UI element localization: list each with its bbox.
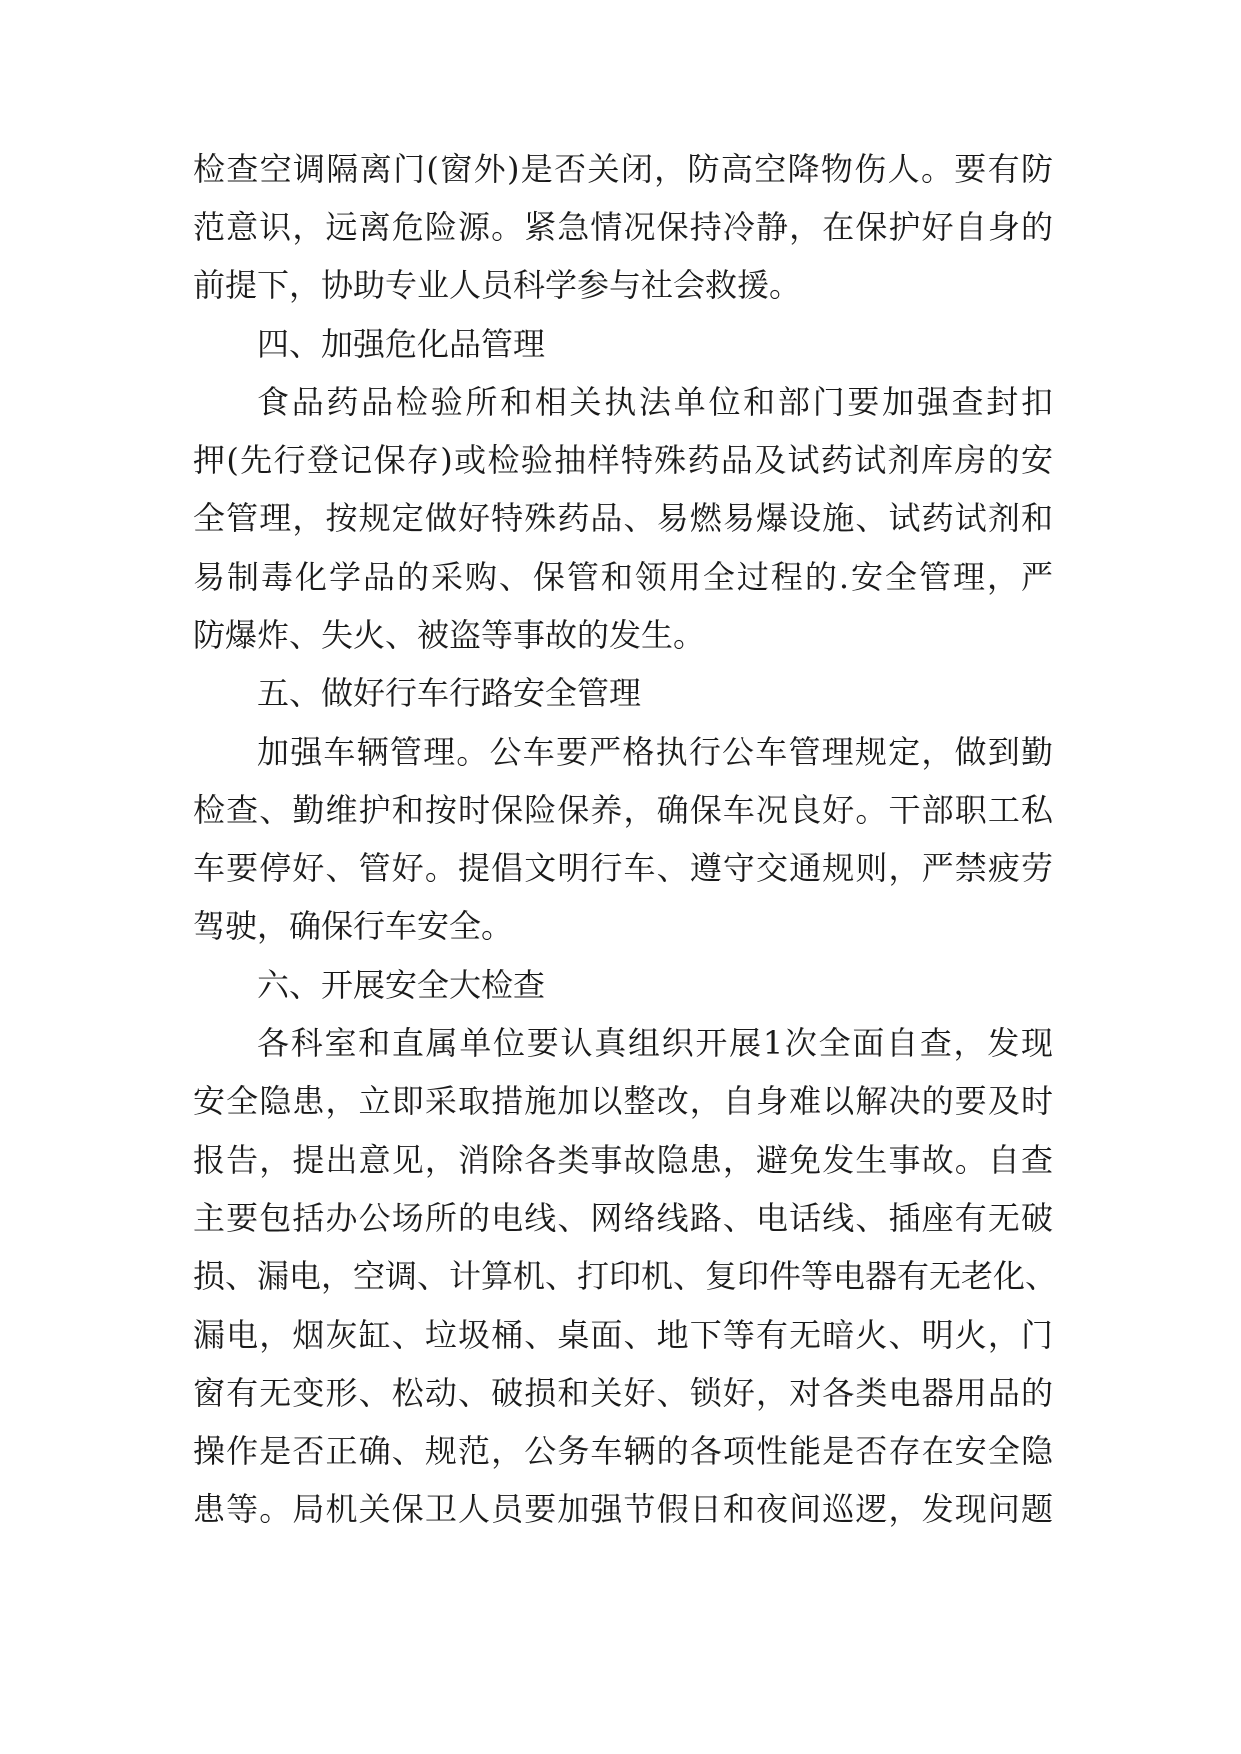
- text-line: 操作是否正确、规范，公务车辆的各项性能是否存在安全隐: [193, 1432, 1053, 1470]
- text-line: 加强车辆管理。公车要严格执行公车管理规定，做到勤: [257, 733, 1053, 771]
- text-line: 检查空调隔离门(窗外)是否关闭，防高空降物伤人。要有防: [193, 150, 1053, 188]
- section-heading: 五、做好行车行路安全管理: [257, 674, 642, 712]
- text-line: 范意识，远离危险源。紧急情况保持冷静，在保护好自身的: [193, 208, 1053, 246]
- text-line: 押(先行登记保存)或检验抽样特殊药品及试药试剂库房的安: [193, 441, 1053, 479]
- text-line: 食品药品检验所和相关执法单位和部门要加强查封扣: [257, 383, 1053, 421]
- text-line: 窗有无变形、松动、破损和关好、锁好，对各类电器用品的: [193, 1374, 1053, 1412]
- text-line: 检查、勤维护和按时保险保养，确保车况良好。干部职工私: [193, 791, 1053, 829]
- text-line: 易制毒化学品的采购、保管和领用全过程的.安全管理，严: [193, 558, 1053, 596]
- text-line: 全管理，按规定做好特殊药品、易燃易爆设施、试药试剂和: [193, 499, 1053, 537]
- text-line: 报告，提出意见，消除各类事故隐患，避免发生事故。自查: [193, 1141, 1053, 1179]
- text-line: 各科室和直属单位要认真组织开展1次全面自查，发现: [257, 1024, 1053, 1062]
- text-line: 防爆炸、失火、被盗等事故的发生。: [193, 616, 706, 654]
- text-line: 车要停好、管好。提倡文明行车、遵守交通规则，严禁疲劳: [193, 849, 1053, 887]
- section-heading: 四、加强危化品管理: [257, 325, 546, 363]
- text-line: 患等。局机关保卫人员要加强节假日和夜间巡逻，发现问题: [193, 1490, 1053, 1528]
- text-line: 前提下，协助专业人员科学参与社会救援。: [193, 266, 802, 304]
- text-line: 损、漏电，空调、计算机、打印机、复印件等电器有无老化、: [193, 1257, 1058, 1295]
- text-line: 安全隐患，立即采取措施加以整改，自身难以解决的要及时: [193, 1082, 1053, 1120]
- text-line: 漏电，烟灰缸、垃圾桶、桌面、地下等有无暗火、明火，门: [193, 1316, 1053, 1354]
- text-line: 驾驶，确保行车安全。: [193, 907, 514, 945]
- text-line: 主要包括办公场所的电线、网络线路、电话线、插座有无破: [193, 1199, 1053, 1237]
- section-heading: 六、开展安全大检查: [257, 966, 546, 1004]
